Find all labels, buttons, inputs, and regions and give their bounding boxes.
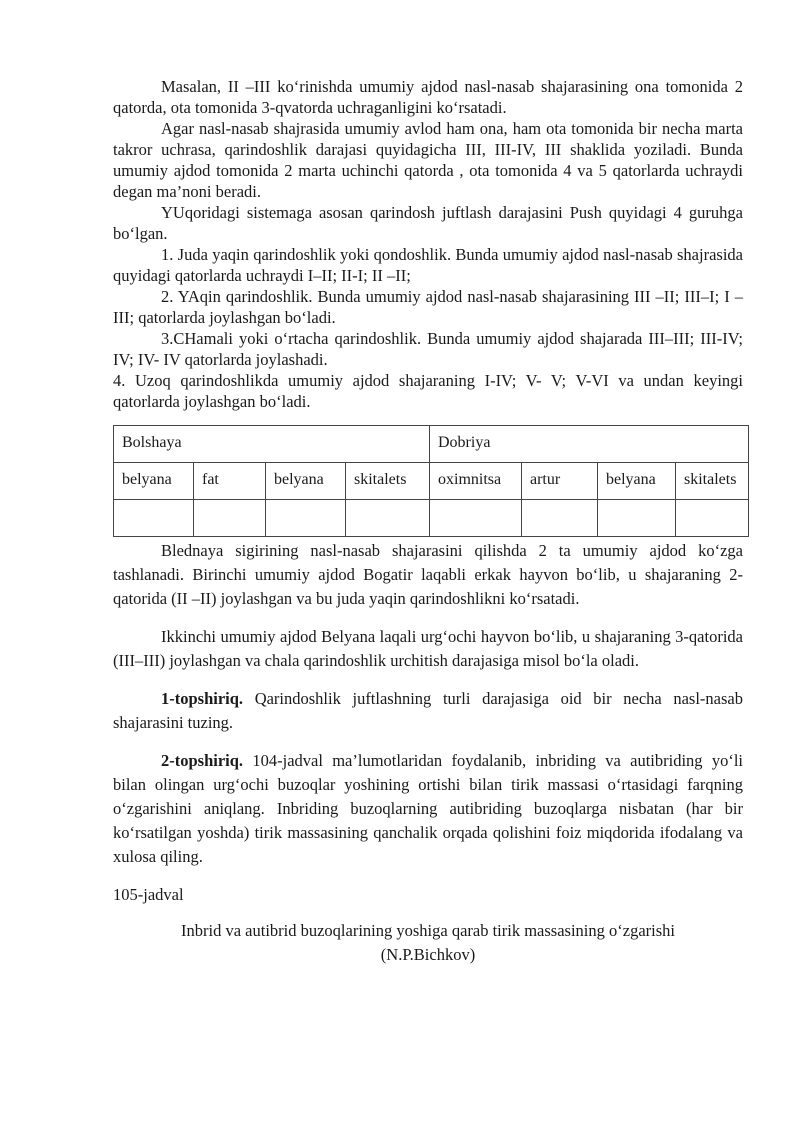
paragraph: Agar nasl-nasab shajrasida umumiy avlod ham ona, ham ota tomonida bir necha marta takror uchrasa, qarindoshlik darajasi quyidagicha III, III-IV, III shaklida yoziladi. Bunda umumiy ajdod tomonida 2 marta uchinchi qatorda , ota tomonida 4 va 5 qatorlarda uchraydi degan ma’noni beradi. bbox=[113, 119, 743, 201]
list-item: 4. Uzoq qarindoshlikda umumiy ajdod shajaraning I-IV; V- V; V-VI va undan keyingi qatorlarda joylashgan bo‘ladi. bbox=[113, 371, 743, 411]
task-label: 2-topshiriq. bbox=[161, 751, 244, 770]
paragraph: Ikkinchi umumiy ajdod Belyana laqali urg‘ochi hayvon bo‘lib, u shajaraning 3-qatorida (III–III) joylashgan va chala qarindoshlik urchitish darajasiga misol bo‘la oladi. bbox=[113, 627, 743, 670]
table-cell: belyana bbox=[266, 463, 346, 500]
table-row bbox=[114, 426, 749, 463]
table-reference: 105-jadval bbox=[113, 885, 184, 904]
table-cell bbox=[114, 500, 194, 537]
list-item: 1. Juda yaqin qarindoshlik yoki qondoshlik. Bunda umumiy ajdod nasl-nasab shajrasida quyidagi qatorlarda uchraydi I–II; II-I; II –II; bbox=[113, 245, 743, 285]
table-row bbox=[114, 463, 749, 500]
table-cell: fat bbox=[194, 463, 266, 500]
table-title: Inbrid va autibrid buzoqlarining yoshiga qarab tirik massasining o‘zgarishi bbox=[181, 921, 675, 940]
pedigree-table bbox=[113, 425, 749, 537]
table-cell bbox=[676, 500, 749, 537]
task-text: 104-jadval ma’lumotlaridan foydalanib, inbriding va autibriding yo‘li bilan olingan urg‘ochi buzoqlar yoshining ortishi bilan tirik massasi o‘rtasidagi farqning o‘zgarishini aniqlang. Inbriding buzoqlarning autibriding buzoqlarga nisbatan (har bir ko‘rsatilgan yoshda) tirik massasining qanchalik orqada qolishini foiz miqdorida ifodalang va xulosa qiling. bbox=[113, 751, 743, 866]
task-paragraph bbox=[113, 687, 743, 735]
table-cell bbox=[430, 500, 522, 537]
table-cell: belyana bbox=[114, 463, 194, 500]
table-row bbox=[114, 500, 749, 537]
table-cell: skitalets bbox=[346, 463, 430, 500]
table-cell bbox=[598, 500, 676, 537]
table-cell: artur bbox=[522, 463, 598, 500]
table-group-header: Bolshaya bbox=[114, 426, 430, 463]
table-cell bbox=[522, 500, 598, 537]
paragraph: YUqoridagi sistemaga asosan qarindosh juftlash darajasini Push quyidagi 4 guruhga bo‘lgan. bbox=[113, 203, 743, 243]
table-cell: oximnitsa bbox=[430, 463, 522, 500]
table-cell: skitalets bbox=[676, 463, 749, 500]
paragraph: Masalan, II –III ko‘rinishda umumiy ajdod nasl-nasab shajarasining ona tomonida 2 qatorda, ota tomonida 3-qvatorda uchraganligini ko‘rsatadi. bbox=[113, 77, 743, 117]
table-cell bbox=[266, 500, 346, 537]
task-paragraph bbox=[113, 749, 743, 869]
table-cell bbox=[346, 500, 430, 537]
table-cell bbox=[194, 500, 266, 537]
document-page bbox=[113, 76, 743, 967]
table-group-header: Dobriya bbox=[430, 426, 749, 463]
paragraph: Blednaya sigirining nasl-nasab shajarasini qilishda 2 ta umumiy ajdod ko‘zga tashlanadi. Birinchi umumiy ajdod Bogatir laqabli erkak hayvon bo‘lib, u shajaraning 2-qatorida (II –II) joylashgan va bu juda yaqin qarindoshlikni ko‘rsatadi. bbox=[113, 541, 743, 608]
table-cell: belyana bbox=[598, 463, 676, 500]
table-source: (N.P.Bichkov) bbox=[380, 945, 476, 964]
task-text: Qarindoshlik juftlashning turli darajasiga oid bir necha nasl-nasab shajarasini tuzing. bbox=[113, 689, 743, 732]
list-item: 2. YAqin qarindoshlik. Bunda umumiy ajdod nasl-nasab shajarasining III –II; III–I; I –III; qatorlarda joylashgan bo‘ladi. bbox=[113, 287, 743, 327]
list-item: 3.CHamali yoki o‘rtacha qarindoshlik. Bunda umumiy ajdod shajarada III–III; III-IV; IV; IV- IV qatorlarda joylashadi. bbox=[113, 329, 743, 369]
task-label: 1-topshiriq. bbox=[161, 689, 244, 708]
